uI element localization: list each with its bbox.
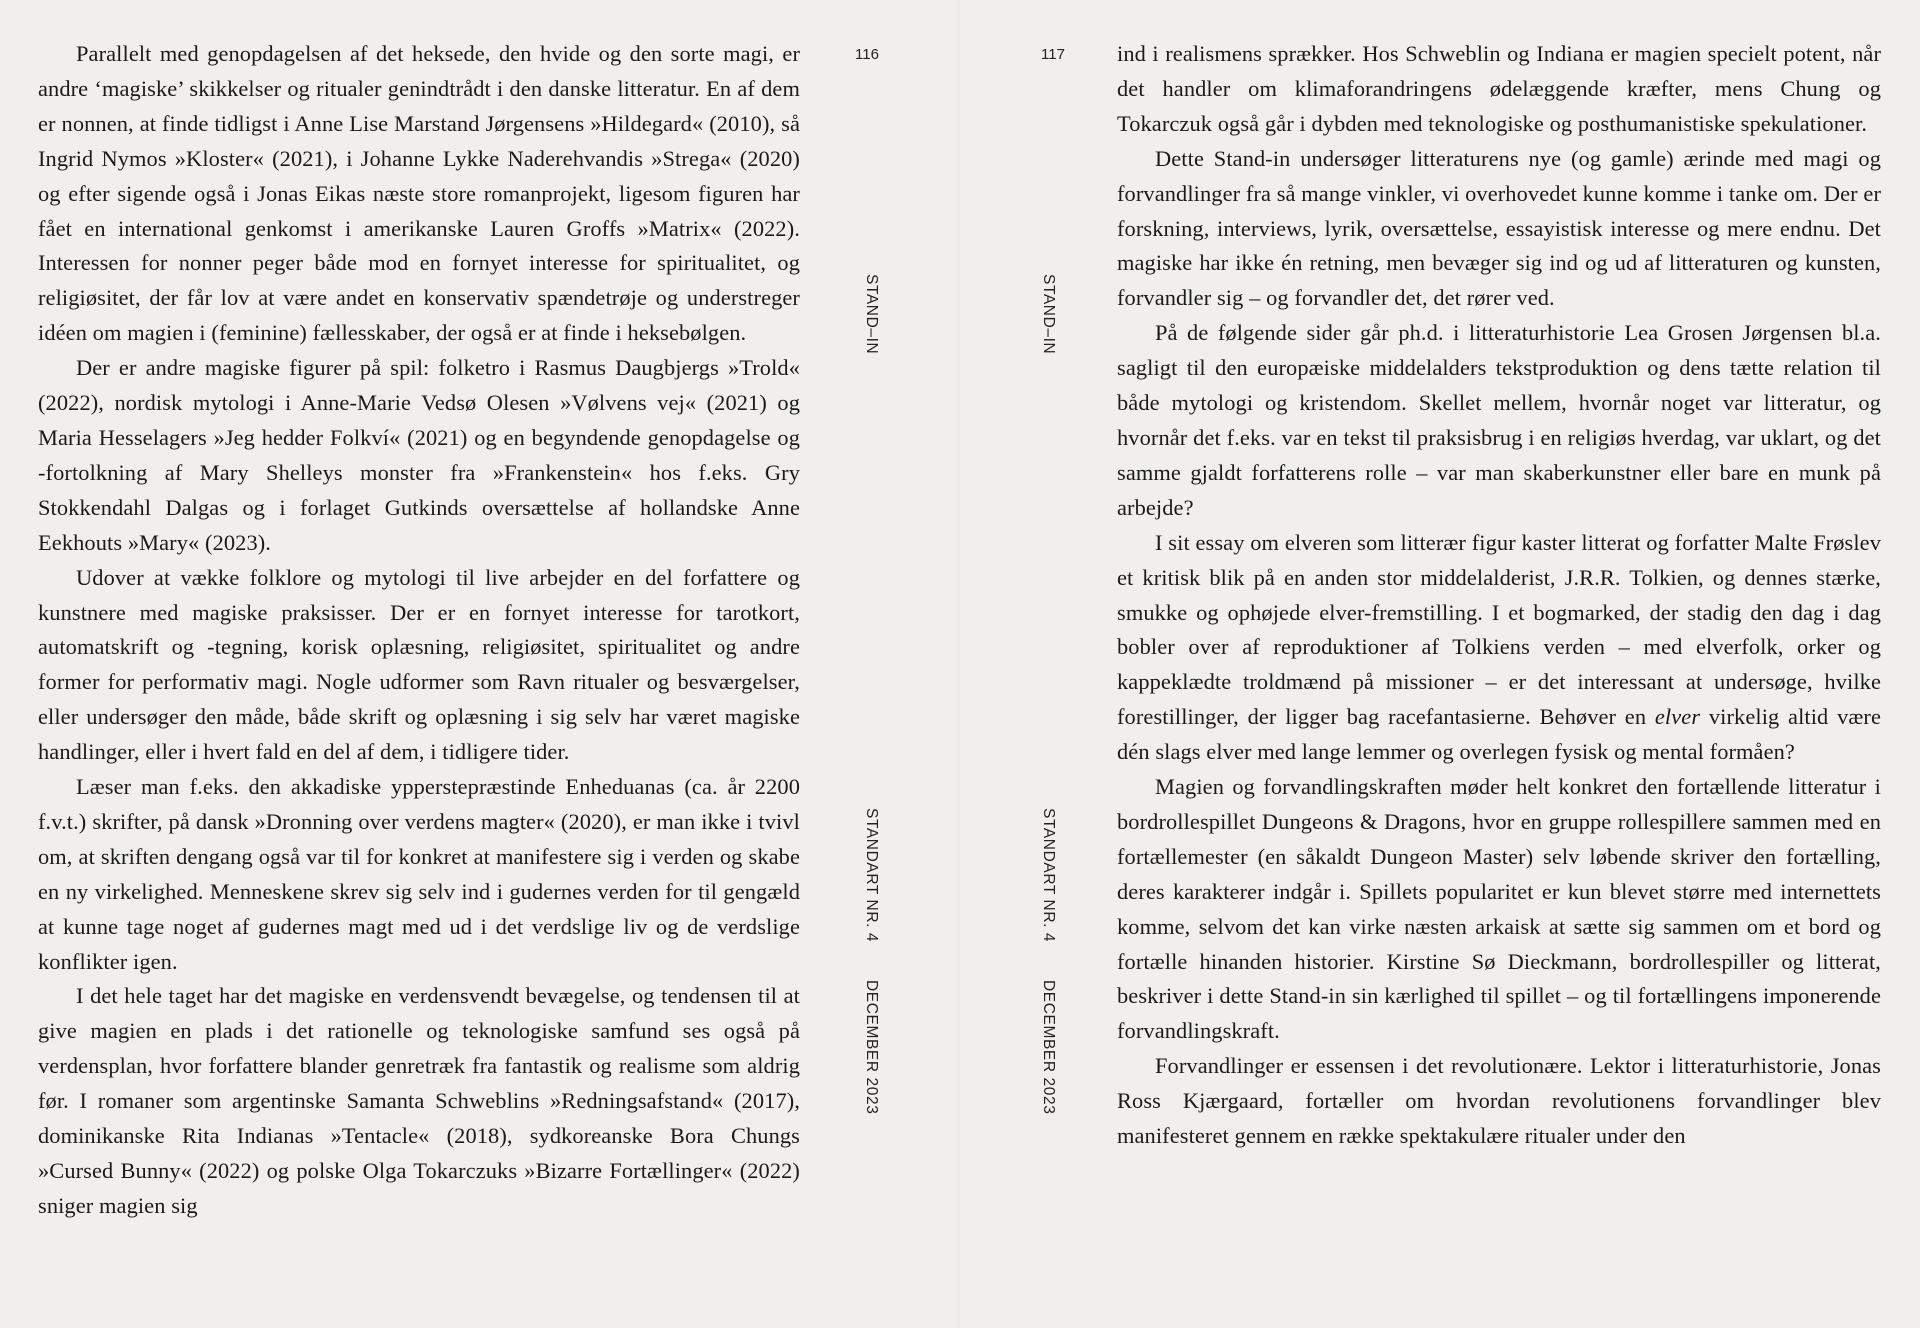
- running-head-date-left: DECEMBER 2023: [863, 980, 880, 1115]
- running-head-date-right: DECEMBER 2023: [1040, 980, 1057, 1115]
- page-number-left: 116: [855, 46, 879, 63]
- left-body-text: [38, 37, 800, 1224]
- running-head-section-right: STAND–IN: [1040, 274, 1057, 355]
- paragraph: Udover at vække folklore og mytologi til live arbejder en del forfattere og kunstnere med magiske praksisser. Der er en fornyet interesse for tarotkort, automatskrift og -tegning, korisk oplæsning, religiøsitet, spiritualitet og andre former for performativ magi. Nogle udformer som Ravn ritualer og besværgelser, eller undersøger den måde, både skrift og oplæsning i sig selv har været magiske handlinger, eller i hvert fald en del af dem, i tidligere tider.: [38, 564, 800, 765]
- running-head-issue-right: STANDART NR. 4: [1040, 808, 1057, 943]
- paragraph: På de følgende sider går ph.d. i litteraturhistorie Lea Grosen Jørgensen bl.a. sagligt til den europæiske middelalders tekstproduktion og dens tætte relation til både mytologi og kristendom. Skellet mellem, hvornår noget var litteratur, og hvornår det f.eks. var en tekst til praksisbrug i en religiøs hverdag, var uklart, og det samme gjaldt forfatterens rolle – var man skaberkunstner eller bare en munk på arbejde?: [1117, 320, 1881, 520]
- paragraph: Forvandlinger er essensen i det revolutionære. Lektor i litteraturhistorie, Jonas Ross Kjærgaard, fortæller om hvordan revolutionens forvandlinger blev manifesteret gennem en række spektakulære ritualer under den: [1117, 1053, 1881, 1149]
- page-number-right: 117: [1041, 46, 1065, 63]
- page-gutter: [958, 0, 962, 1328]
- running-head-section-left: STAND–IN: [863, 274, 880, 355]
- running-head-issue-left: STANDART NR. 4: [863, 808, 880, 943]
- paragraph: Der er andre magiske figurer på spil: folketro i Rasmus Daugbjergs »Trold« (2022), nordisk mytologi i Anne-Marie Vedsø Olesen »Vølvens vej« (2021) og Maria Hesselagers »Jeg hedder Folkví« (2021) og en begyndende genopdagelse og -fortolkning af Mary Shelleys monster fra »Frankenstein« hos f.eks. Gry Stokkendahl Dalgas og i forlaget Gutkinds oversættelse af hollandske Anne Eekhouts »Mary« (2023).: [38, 355, 800, 555]
- paragraph: ind i realismens sprækker. Hos Schweblin og Indiana er magien specielt potent, når det handler om klimaforandringens ødelæggende kræfter, mens Chung og Tokarczuk også går i dybden med teknologiske og posthumanistiske spekulationer.: [1117, 41, 1881, 136]
- paragraph: [1117, 526, 1881, 770]
- paragraph: Dette Stand-in undersøger litteraturens nye (og gamle) ærinde med magi og forvandlinger fra så mange vinkler, vi overhovedet kunne komme i tanke om. Der er forskning, interviews, lyrik, oversættelse, essayistisk interesse og mere endnu. Det magiske har ikke én retning, men bevæger sig ind og ud af litteraturen og kunsten, forvandler sig – og forvandler det, det rører ved.: [1117, 145, 1881, 311]
- paragraph: I det hele taget har det magiske en verdensvendt bevægelse, og tendensen til at give magien en plads i det rationelle og teknologiske samfund ses også på verdensplan, hvor forfattere blander genretræk fra fantastik og realisme som aldrig før. I romaner som argentinske Samanta Schweblins »Redningsafstand« (2017), dominikanske Rita Indianas »Tentacle« (2018), sydkoreanske Bora Chungs »Cursed Bunny« (2022) og polske Olga Tokarczuks »Bizarre Fortællinger« (2022) sniger magien sig: [38, 983, 800, 1218]
- paragraph-text: virkelig altid være dén slags elver med lange lemmer og overlegen fysisk og mental formåen?: [1117, 704, 1881, 765]
- paragraph: Parallelt med genopdagelsen af det heksede, den hvide og den sorte magi, er andre ‘magiske’ skikkelser og ritualer genindtrådt i den danske litteratur. En af dem er nonnen, at finde tidligst i Anne Lise Marstand Jørgensens »Hildegard« (2010), så Ingrid Nymos »Kloster« (2021), i Johanne Lykke Naderehvandis »Strega« (2020) og efter sigende også i Jonas Eikas næste store romanprojekt, ligesom figuren har fået en international genkomst i amerikanske Lauren Groffs »Matrix« (2022). Interessen for nonner peger både mod en fornyet interesse for spiritualitet, og religiøsitet, der får lov at være andet en konservativ spændetrøje og understreger idéen om magien i (feminine) fællesskaber, der også er at finde i heksebølgen.: [38, 41, 800, 346]
- paragraph: Læser man f.eks. den akkadiske ypperstepræstinde Enheduanas (ca. år 2200 f.v.t.) skrifter, på dansk »Dronning over verdens magter« (2020), er man ikke i tvivl om, at skriften dengang også var til for konkret at manifestere sig i verden og skabe en ny virkelighed. Menneskene skrev sig selv ind i gudernes verden for til gengæld at kunne tage noget af gudernes magt med ud i det verdslige liv og de verdslige konflikter igen.: [38, 774, 800, 974]
- right-body-text: [1117, 37, 1881, 1154]
- paragraph-text: I sit essay om elveren som litterær figur kaster litterat og forfatter Malte Frøslev et kritisk blik på en anden stor middelalderist, J.R.R. Tolkien, og dennes stærke, smukke og ophøjede elver-fremstilling. I et bogmarked, der stadig den dag i dag bobler over af reproduktioner af Tolkiens verden – med elverfolk, orker og kappeklædte troldmænd på missioner – er det interessant at undersøge, hvilke forestillinger, der ligger bag racefantasierne. Behøver en: [1117, 529, 1881, 730]
- paragraph: Magien og forvandlingskraften møder helt konkret den fortællende litteratur i bordrollespillet Dungeons & Dragons, hvor en gruppe rollespillere sammen med en fortællemester (en såkaldt Dungeon Master) selv løbende skriver den fortælling, deres karakterer indgår i. Spillets popularitet er kun blevet større med internettets komme, selvom det kan virke næsten arkaisk at sætte sig sammen om et bord og fortælle hinanden historier. Kirstine Sø Dieckmann, bordrollespiller og litterat, beskriver i dette Stand-in sin kærlighed til spillet – og til fortællingens imponerende forvandlingskraft.: [1117, 774, 1881, 1044]
- italic-term: elver: [1654, 704, 1701, 730]
